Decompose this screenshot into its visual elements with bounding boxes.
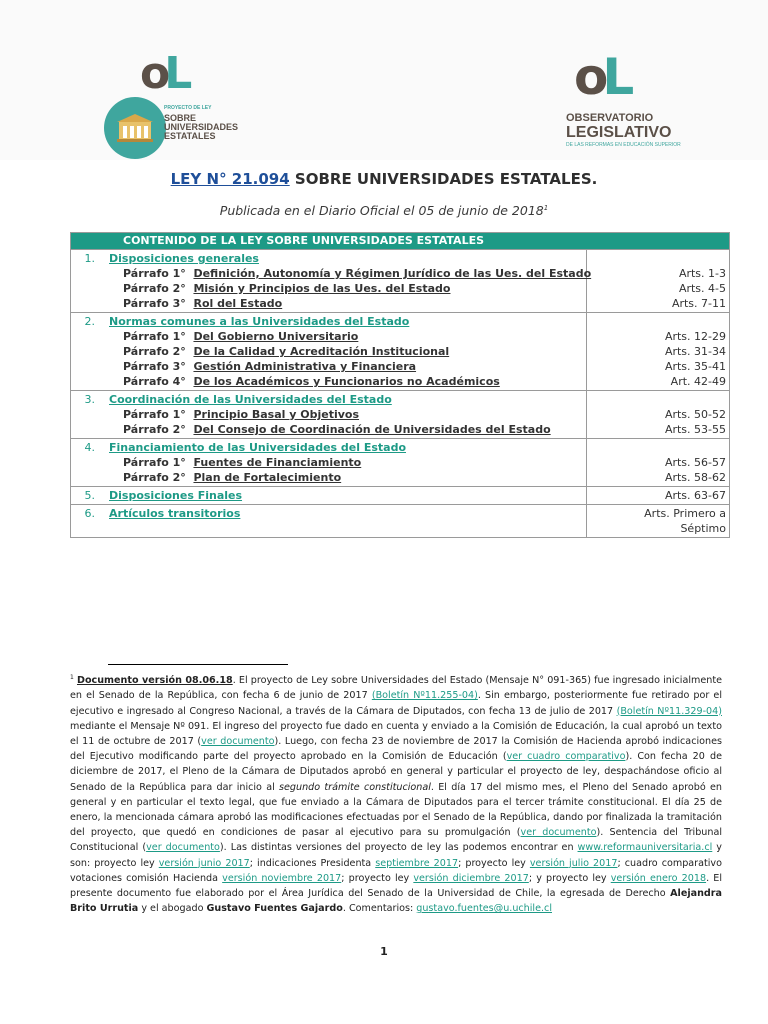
parrafo-title-link[interactable]: Principio Basal y Objetivos xyxy=(193,408,360,421)
footnote-number: 1 xyxy=(70,674,74,681)
parrafo-articles: Arts. 56-57 xyxy=(664,456,726,469)
footnote-text: ). Con fecha 20 de diciembre de 2017, el Pleno de la Cámara de Diputados aprobó en general y particular el proyecto de ley, despachándose oficio al Senado de la República para dar inicio al xyxy=(70,751,722,793)
parrafo-title-link[interactable]: De los Académicos y Funcionarios no Académicos xyxy=(193,375,500,388)
subtitle-text: Publicada en el Diario Oficial el 05 de junio de 2018 xyxy=(219,203,544,218)
parrafo-title-link[interactable]: Misión y Principios de las Ues. del Estado xyxy=(193,282,451,295)
section-title-link[interactable]: Coordinación de las Universidades del Estado xyxy=(109,393,392,406)
logo-tagline-line1: SOBRE xyxy=(164,113,197,123)
version-link[interactable]: versión diciembre 2017 xyxy=(413,872,529,884)
boletin-link[interactable]: (Boletín Nº11.255-04) xyxy=(371,690,478,702)
footnote-text: . El proyecto de Ley sobre Universidades del Estado (Mensaje N° 091-365) fue ingresado inicialmente en el Senado de la República, con fecha 6 de junio de 2017 xyxy=(70,675,723,702)
footnote-text: ). Las distintas versiones del proyecto de ley las podemos encontrar en xyxy=(219,842,578,854)
parrafo-line xyxy=(71,266,592,281)
parrafo-label: Párrafo 2° xyxy=(123,423,186,436)
parrafo-line xyxy=(71,359,586,374)
section-number: 4. xyxy=(84,441,95,454)
parrafo-title-link[interactable]: Rol del Estado xyxy=(193,297,283,310)
parrafo-label: Párrafo 1° xyxy=(123,408,186,421)
parrafo-label: Párrafo 1° xyxy=(123,267,186,280)
university-building-icon xyxy=(116,112,154,142)
section-articles xyxy=(587,505,729,537)
parrafo-line xyxy=(71,296,586,311)
section-articles-range xyxy=(587,392,726,407)
doc-version: Documento versión 08.06.18 xyxy=(76,675,233,687)
parrafo-articles: Arts. 31-34 xyxy=(664,345,726,358)
section-articles-range: Arts. 63-67 xyxy=(664,489,726,502)
section-articles-range-cont: Séptimo xyxy=(680,522,726,535)
section-articles xyxy=(587,391,729,438)
parrafo-label: Párrafo 2° xyxy=(123,282,186,295)
parrafo-label: Párrafo 1° xyxy=(123,330,186,343)
parrafo-label: Párrafo 3° xyxy=(123,360,186,373)
footnote-italic: segundo trámite constitucional xyxy=(279,781,431,793)
section-title-link[interactable]: Artículos transitorios xyxy=(109,507,241,520)
title-rest: SOBRE UNIVERSIDADES ESTATALES. xyxy=(289,170,598,188)
parrafo-articles: Arts. 35-41 xyxy=(664,360,726,373)
parrafo-title-link[interactable]: Fuentes de Financiamiento xyxy=(193,456,362,469)
section-line xyxy=(71,392,586,407)
cuadro-comparativo-link[interactable]: ver cuadro comparativo xyxy=(506,751,626,763)
parrafo-title-link[interactable]: Definición, Autonomía y Régimen Jurídico de las Ues. del Estado xyxy=(193,267,592,280)
footnote-text: . Comentarios: xyxy=(342,903,417,915)
contents-section xyxy=(71,312,729,390)
section-articles-range xyxy=(587,314,726,329)
page-number: 1 xyxy=(380,945,388,958)
parrafo-articles: Arts. 50-52 xyxy=(664,408,726,421)
section-titles xyxy=(71,391,587,438)
parrafo-articles: Arts. 12-29 xyxy=(664,330,726,343)
footnote-text: ). Luego, con fecha 23 de noviembre de 2017 la Comisión de Hacienda aprobó indicaciones del Ejecutivo modificando parte del proyecto aprobado en la Comisión de Educación ( xyxy=(70,736,722,763)
parrafo-articles: Arts. 4-5 xyxy=(678,282,726,295)
observatorio-logo xyxy=(562,48,682,156)
section-articles xyxy=(587,439,729,486)
parrafo-line xyxy=(71,344,586,359)
section-titles xyxy=(71,505,587,537)
reforma-website-link[interactable]: www.reformauniversitaria.cl xyxy=(577,842,713,854)
ol-logo-mark-right: oL xyxy=(574,48,629,106)
section-number: 1. xyxy=(84,252,95,265)
parrafo-line xyxy=(71,422,586,437)
parrafo-label: Párrafo 3° xyxy=(123,297,186,310)
contents-table-body xyxy=(71,249,729,537)
contents-section xyxy=(71,390,729,438)
parrafo-articles: Arts. 7-11 xyxy=(671,297,726,310)
version-link[interactable]: septiembre 2017 xyxy=(375,857,459,869)
section-articles xyxy=(587,250,729,312)
parrafo-label: Párrafo 4° xyxy=(123,375,186,388)
document-title xyxy=(0,170,768,188)
contents-section xyxy=(71,249,729,312)
section-titles xyxy=(71,313,587,390)
observatorio-subtitle: DE LAS REFORMAS EN EDUCACIÓN SUPERIOR xyxy=(566,142,681,148)
contents-table-heading: CONTENIDO DE LA LEY SOBRE UNIVERSIDADES ESTATALES xyxy=(71,233,729,249)
section-line xyxy=(71,506,586,521)
section-number: 5. xyxy=(84,489,95,502)
parrafo-title-link[interactable]: Del Consejo de Coordinación de Universidades del Estado xyxy=(193,423,551,436)
footnote-text: ; cuadro comparativo votaciones comisión Hacienda xyxy=(70,857,722,884)
footnote-text: ; proyecto ley xyxy=(341,872,414,884)
section-articles-range xyxy=(587,440,726,455)
parrafo-title-link[interactable]: De la Calidad y Acreditación Institucional xyxy=(193,345,450,358)
law-number-link[interactable]: LEY N° 21.094 xyxy=(170,170,290,188)
section-number: 3. xyxy=(84,393,95,406)
email-link[interactable]: gustavo.fuentes@u.uchile.cl xyxy=(416,903,552,915)
footnote-separator xyxy=(108,664,288,665)
section-line xyxy=(71,440,586,455)
footnote-text: . El día 17 del mismo mes, el Pleno del Senado aprobó en general y en particular el texto legal, que fue enviado a la Cámara de Diputados para el tercer trámite constitucional. El día 25 de enero, la mencionada cámara aprobó las modificaciones efectuadas por el Senado de la República, dando por finalizada la tramitación del proyecto, que quedó en condiciones de pasar al ejecutivo para su promulgación ( xyxy=(70,781,722,839)
parrafo-articles: Arts. 53-55 xyxy=(664,423,726,436)
author-name: Alejandra Brito Urrutia xyxy=(70,888,722,915)
parrafo-articles: Arts. 58-62 xyxy=(664,471,726,484)
parrafo-label: Párrafo 1° xyxy=(123,456,186,469)
footnote-text: . Sin embargo, posteriormente fue retirado por el ejecutivo e ingresado al Congreso Nacional, a través de la Cámara de Diputados, con fecha 13 de julio de 2017 xyxy=(70,690,722,717)
logo-tagline-small: PROYECTO DE LEY xyxy=(164,105,212,111)
version-link[interactable]: versión noviembre 2017 xyxy=(222,872,342,884)
section-title-link[interactable]: Financiamiento de las Universidades del Estado xyxy=(109,441,407,454)
section-number: 2. xyxy=(84,315,95,328)
parrafo-line xyxy=(71,407,586,422)
footnote-text: ). Sentencia del Tribunal Constitucional ( xyxy=(70,827,722,854)
logo-tagline-line2: UNIVERSIDADES xyxy=(164,122,239,132)
parrafo-title-link[interactable]: Plan de Fortalecimiento xyxy=(193,471,342,484)
section-titles xyxy=(71,487,587,504)
parrafo-line xyxy=(71,281,586,296)
parrafo-line xyxy=(71,470,586,485)
contents-section xyxy=(71,504,729,537)
contents-table xyxy=(70,232,730,538)
contents-section xyxy=(71,486,729,504)
parrafo-line xyxy=(71,455,586,470)
version-link[interactable]: versión junio 2017 xyxy=(158,857,250,869)
parrafo-line xyxy=(71,374,586,389)
section-title-link[interactable]: Normas comunes a las Universidades del Estado xyxy=(109,315,410,328)
logo-tagline xyxy=(164,104,238,141)
ver-documento-link[interactable]: ver documento xyxy=(520,827,597,839)
section-titles xyxy=(71,439,587,486)
author-name: Gustavo Fuentes Gajardo xyxy=(206,903,343,915)
footnote-text: mediante el Mensaje Nº 091. El ingreso del proyecto fue dado en cuenta y enviado a la Comisión de Educación, la cual aprobó un texto el 11 de octubre de 2017 ( xyxy=(70,720,722,747)
footnote-text: y son: proyecto ley xyxy=(70,842,722,869)
proyecto-ley-logo xyxy=(100,48,239,156)
footnote-text: y el abogado xyxy=(138,903,207,915)
section-line xyxy=(71,251,586,266)
parrafo-articles: Arts. 1-3 xyxy=(678,267,726,280)
ol-logo-mark: oL xyxy=(140,48,187,99)
version-link[interactable]: versión julio 2017 xyxy=(529,857,618,869)
footnote-text: . El presente documento fue elaborado por el Área Jurídica del Senado de la Universidad de Chile, la egresada de Derecho xyxy=(70,872,722,900)
section-articles xyxy=(587,313,729,390)
boletin-link[interactable]: (Boletín Nº11.329-04) xyxy=(616,705,722,717)
section-line xyxy=(71,314,586,329)
footnote-text: ; indicaciones Presidenta xyxy=(249,857,376,869)
section-title-link[interactable]: Disposiciones generales xyxy=(109,252,259,265)
footnote-text: ; proyecto ley xyxy=(458,857,530,869)
parrafo-articles: Art. 42-49 xyxy=(670,375,726,388)
parrafo-title-link[interactable]: Del Gobierno Universitario xyxy=(193,330,359,343)
parrafo-label: Párrafo 2° xyxy=(123,345,186,358)
contents-section xyxy=(71,438,729,486)
section-line xyxy=(71,488,586,503)
footnote-text: ; y proyecto ley xyxy=(528,872,611,884)
section-title-link[interactable]: Disposiciones Finales xyxy=(109,489,243,502)
publication-subtitle xyxy=(0,203,768,218)
section-articles xyxy=(587,487,729,504)
parrafo-label: Párrafo 2° xyxy=(123,471,186,484)
parrafo-line xyxy=(71,329,586,344)
section-articles-range: Arts. Primero a xyxy=(644,507,726,520)
parrafo-title-link[interactable]: Gestión Administrativa y Financiera xyxy=(193,360,417,373)
legislativo-name: LEGISLATIVO xyxy=(566,124,672,141)
ver-documento-link[interactable]: ver documento xyxy=(201,736,275,747)
observatorio-name: OBSERVATORIO xyxy=(566,112,654,124)
section-number: 6. xyxy=(84,507,95,520)
footnote-marker: 1 xyxy=(543,203,549,212)
version-link[interactable]: versión enero 2018 xyxy=(610,872,707,884)
section-titles xyxy=(71,250,592,312)
footnote xyxy=(70,670,722,916)
section-articles-range xyxy=(587,251,726,266)
logo-tagline-line3: ESTATALES xyxy=(164,131,216,141)
ver-documento-link[interactable]: ver documento xyxy=(146,842,220,854)
